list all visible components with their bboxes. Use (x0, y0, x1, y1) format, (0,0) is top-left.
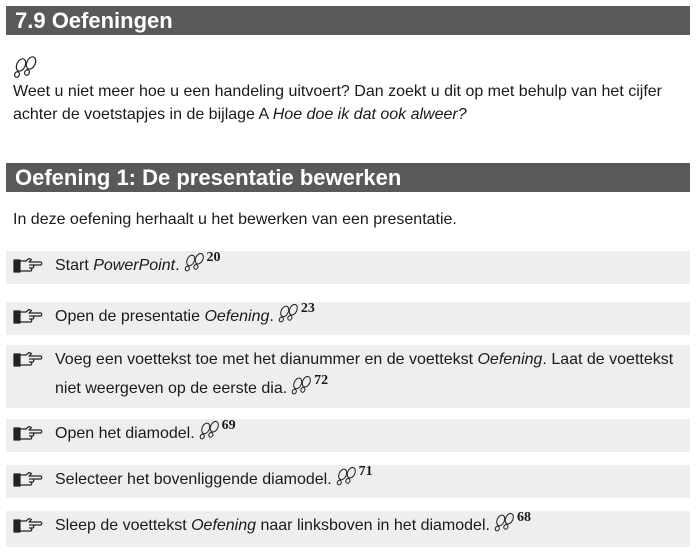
step-reference (335, 465, 373, 495)
exercise-heading: Oefening 1: De presentatie bewerken (6, 163, 690, 192)
step-text-part: Voeg een voettekst toe met het dianummer en de voettekst (55, 351, 478, 368)
footsteps-icon (290, 375, 314, 397)
step-text-part: . (175, 257, 180, 274)
step-emphasis: Oefening (477, 351, 543, 368)
step-item (6, 345, 690, 408)
step-reference (290, 374, 328, 404)
step-item (6, 251, 690, 284)
step-reference-number: 72 (314, 373, 329, 388)
step-text (55, 302, 682, 332)
step-text (55, 419, 682, 449)
section-heading: 7.9 Oefeningen (6, 6, 690, 35)
step-reference-number: 68 (516, 510, 531, 525)
step-text-part: Open het diamodel. (55, 425, 195, 442)
footsteps-icon (198, 420, 222, 442)
intro-paragraph (13, 80, 689, 126)
step-item (6, 419, 690, 452)
step-emphasis: PowerPoint (93, 257, 176, 274)
step-reference (183, 251, 221, 281)
step-reference-number: 20 (206, 250, 221, 265)
step-text-part: Open de presentatie (55, 308, 205, 325)
step-text-part: Selecteer het bovenliggende diamodel. (55, 471, 332, 488)
pointing-hand-icon (13, 517, 43, 535)
pointing-hand-icon (13, 425, 43, 443)
step-text (55, 465, 682, 495)
step-text-part: . Laat de voettekst niet weergeven op de eerste dia. (55, 351, 674, 397)
footsteps-icon (183, 252, 207, 274)
step-reference-number: 71 (358, 464, 373, 479)
footsteps-icon (12, 56, 40, 80)
pointing-hand-icon (13, 471, 43, 489)
step-text-part: Sleep de voettekst (55, 517, 192, 534)
step-emphasis: Oefening (191, 517, 257, 534)
step-text-part: . (269, 308, 274, 325)
step-text (55, 345, 682, 404)
step-reference-number: 23 (300, 301, 315, 316)
step-emphasis: Oefening (204, 308, 270, 325)
step-text-part: Start (55, 257, 94, 274)
footsteps-icon (277, 303, 301, 325)
step-item (6, 302, 690, 335)
step-reference-number: 69 (221, 418, 236, 433)
step-text-part: naar linksboven in het diamodel. (256, 517, 490, 534)
intro-text: Weet u niet meer hoe u een handeling uitvoert? Dan zoekt u dit op met behulp van het cijfer achter de voetstapjes in de bijlage A (13, 83, 662, 123)
step-item (6, 511, 690, 547)
step-reference (198, 419, 236, 449)
footsteps-icon (493, 512, 517, 534)
step-reference (493, 511, 531, 541)
pointing-hand-icon (13, 351, 43, 369)
step-item (6, 465, 690, 498)
step-text (55, 251, 682, 281)
step-reference (277, 302, 315, 332)
exercise-intro: In deze oefening herhaalt u het bewerken van een presentatie. (13, 211, 457, 228)
pointing-hand-icon (13, 308, 43, 326)
appendix-title: Hoe doe ik dat ook alweer? (272, 106, 467, 123)
footsteps-icon (335, 466, 359, 488)
step-text (55, 511, 682, 541)
pointing-hand-icon (13, 257, 43, 275)
